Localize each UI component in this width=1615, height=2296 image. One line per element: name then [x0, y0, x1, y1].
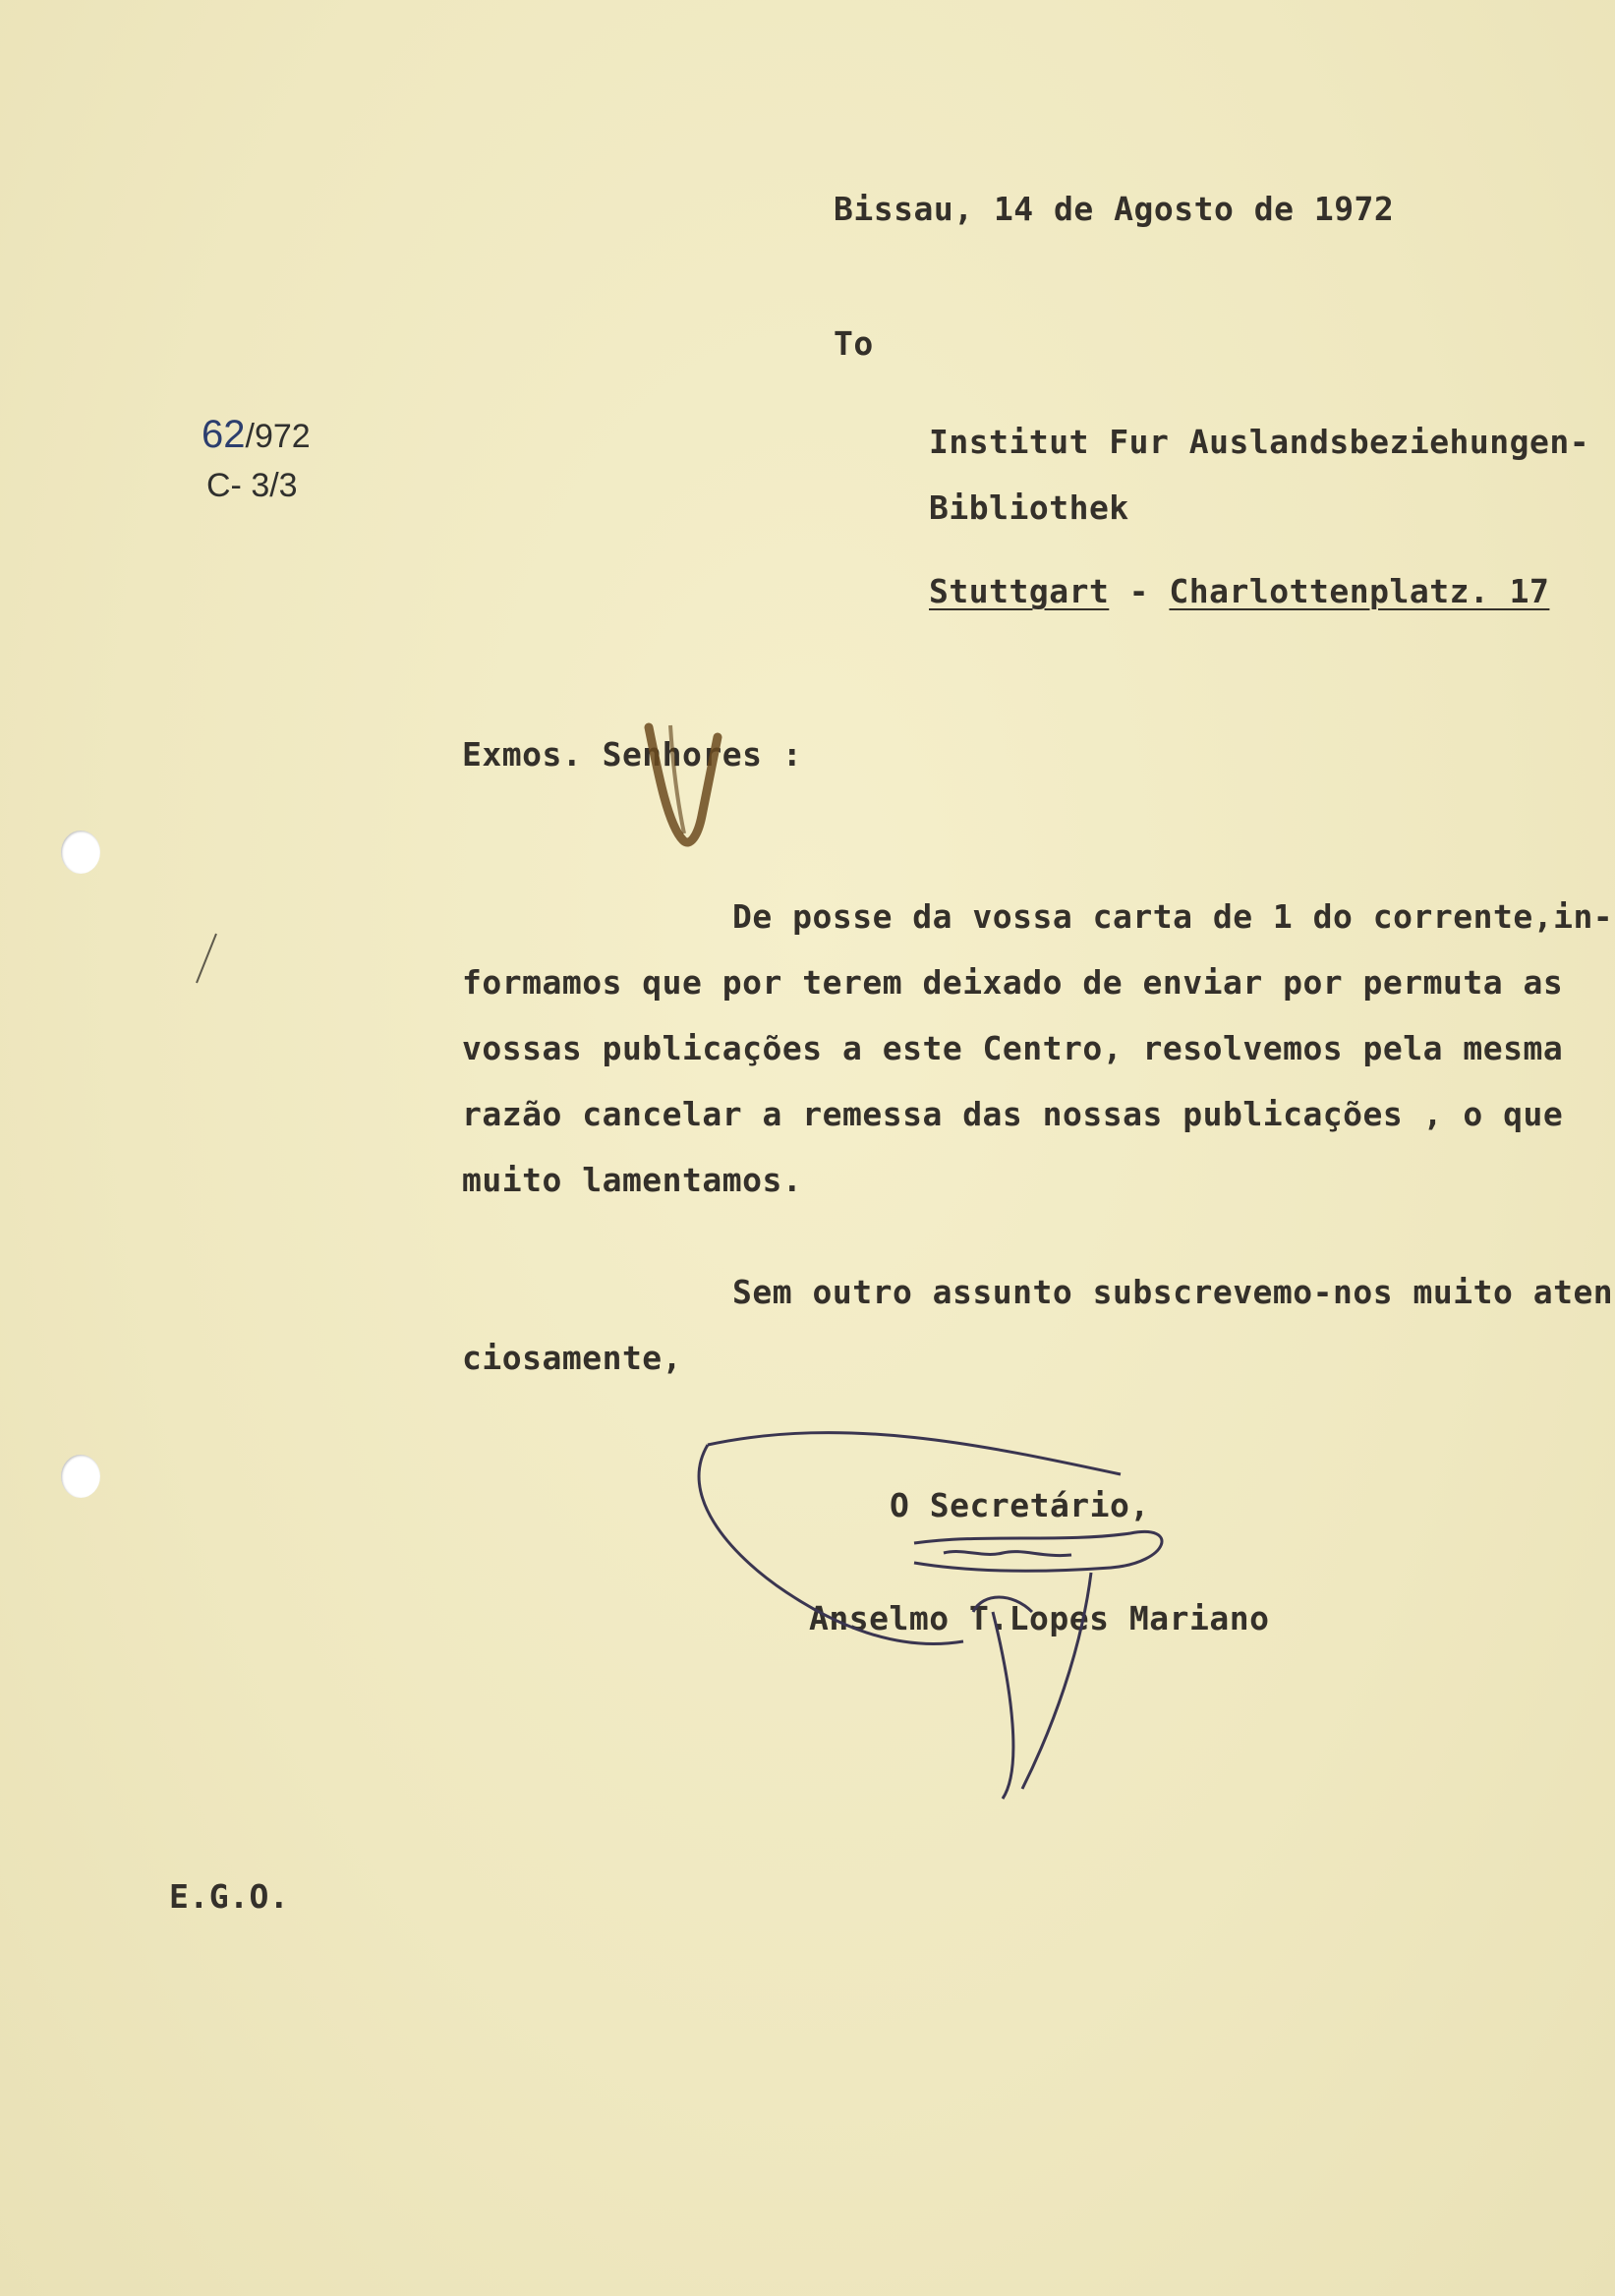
reference-code: C- 3/3 [206, 467, 298, 504]
recipient-street: Charlottenplatz. 17 [1169, 572, 1550, 610]
punch-hole-top [61, 831, 100, 874]
reference-number [202, 413, 311, 457]
recipient-address [929, 572, 1549, 610]
to-label: To [834, 324, 874, 363]
typist-initials: E.G.O. [169, 1877, 290, 1916]
pencil-mark [187, 929, 226, 988]
place-date: Bissau, 14 de Agosto de 1972 [834, 190, 1395, 228]
salutation: Exmos. Senhores : [462, 735, 803, 774]
body-line-5: muito lamentamos. [462, 1161, 803, 1199]
recipient-city: Stuttgart [929, 572, 1110, 610]
body-line-4: razão cancelar a remessa das nossas publicações , o que [462, 1095, 1564, 1133]
reference-number-year: /972 [245, 418, 311, 455]
punch-hole-bottom [61, 1455, 100, 1498]
closing-line-1: Sem outro assunto subscrevemo-nos muito aten [732, 1273, 1614, 1311]
address-separator: - [1109, 572, 1170, 610]
signatory-name: Anselmo T.Lopes Mariano [809, 1599, 1270, 1637]
closing-line-2: ciosamente, [462, 1339, 683, 1377]
ink-stain [629, 718, 747, 855]
recipient-line-1: Institut Fur Auslandsbeziehungen- [929, 423, 1590, 461]
signatory-title: O Secretário, [890, 1486, 1150, 1524]
reference-number-handwritten: 62 [202, 413, 246, 456]
recipient-line-2: Bibliothek [929, 488, 1129, 527]
body-line-3: vossas publicações a este Centro, resolvemos pela mesma [462, 1029, 1564, 1067]
body-line-2: formamos que por terem deixado de enviar por permuta as [462, 963, 1564, 1002]
body-line-1: De posse da vossa carta de 1 do corrente,in- [732, 897, 1614, 936]
